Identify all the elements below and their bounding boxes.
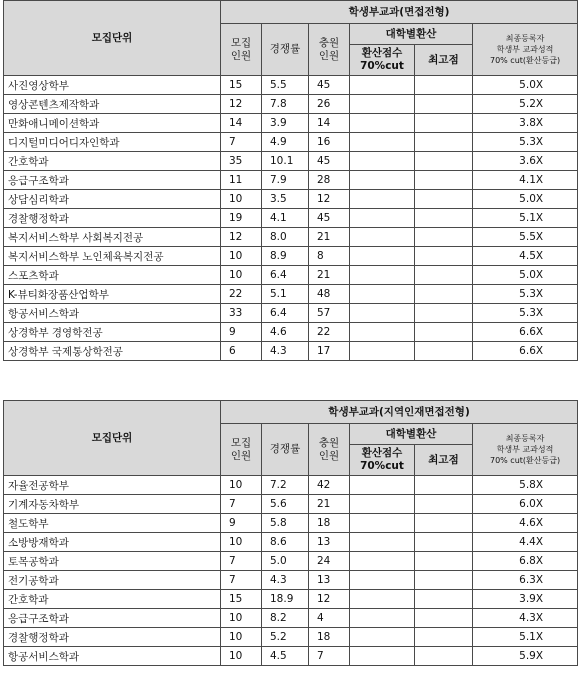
cell-score-cut [350, 495, 415, 514]
cell-filled: 8 [309, 247, 350, 266]
cell-ratio: 6.4 [262, 304, 309, 323]
cell-quota: 14 [221, 114, 262, 133]
cell-filled: 45 [309, 76, 350, 95]
cell-max-score [415, 228, 473, 247]
cell-quota: 7 [221, 495, 262, 514]
table-row [4, 552, 578, 571]
cell-max-score [415, 133, 473, 152]
cell-score-cut [350, 590, 415, 609]
cell-unit: 항공서비스학과 [4, 304, 221, 323]
cell-unit: 기계자동차학부 [4, 495, 221, 514]
cell-quota: 9 [221, 323, 262, 342]
cell-max-score [415, 476, 473, 495]
cell-score-cut [350, 152, 415, 171]
cell-max-score [415, 266, 473, 285]
cell-final-grade: 5.9X [473, 647, 578, 666]
cell-filled: 18 [309, 514, 350, 533]
cell-quota: 7 [221, 133, 262, 152]
cell-max-score [415, 609, 473, 628]
cell-max-score [415, 247, 473, 266]
cell-final-grade: 4.1X [473, 171, 578, 190]
cell-ratio: 5.5 [262, 76, 309, 95]
cell-max-score [415, 304, 473, 323]
table-row [4, 304, 578, 323]
cell-unit: 경찰행정학과 [4, 209, 221, 228]
cell-quota: 12 [221, 228, 262, 247]
cell-final-grade: 5.3X [473, 285, 578, 304]
table-row [4, 95, 578, 114]
table-row [4, 514, 578, 533]
cell-final-grade: 4.3X [473, 609, 578, 628]
cell-quota: 10 [221, 476, 262, 495]
cell-final-grade: 5.1X [473, 209, 578, 228]
cell-score-cut [350, 228, 415, 247]
cell-score-cut [350, 647, 415, 666]
admission-table-regional [3, 400, 578, 666]
cell-score-cut [350, 342, 415, 361]
cell-ratio: 4.3 [262, 342, 309, 361]
cell-filled: 45 [309, 209, 350, 228]
cell-ratio: 5.8 [262, 514, 309, 533]
cell-final-grade: 6.6X [473, 323, 578, 342]
table-row [4, 476, 578, 495]
cell-filled: 21 [309, 495, 350, 514]
cell-final-grade: 6.8X [473, 552, 578, 571]
cell-final-grade: 4.4X [473, 533, 578, 552]
table-row [4, 266, 578, 285]
cell-score-cut [350, 304, 415, 323]
cell-ratio: 6.4 [262, 266, 309, 285]
cell-filled: 48 [309, 285, 350, 304]
cell-max-score [415, 171, 473, 190]
cell-score-cut [350, 209, 415, 228]
cell-final-grade: 5.2X [473, 95, 578, 114]
cell-ratio: 8.0 [262, 228, 309, 247]
cell-score-cut [350, 171, 415, 190]
cell-score-cut [350, 114, 415, 133]
header-final-grade: 최종등록자 학생부 교과성적 70% cut(환산등급) [473, 424, 578, 476]
cell-final-grade: 5.3X [473, 304, 578, 323]
cell-score-cut [350, 266, 415, 285]
cell-max-score [415, 342, 473, 361]
cell-filled: 13 [309, 571, 350, 590]
table-row [4, 533, 578, 552]
cell-ratio: 4.1 [262, 209, 309, 228]
table-row [4, 628, 578, 647]
cell-ratio: 5.1 [262, 285, 309, 304]
admission-table-interview [3, 0, 578, 361]
cell-quota: 9 [221, 514, 262, 533]
header-score-cut: 환산점수 70%cut [350, 445, 415, 476]
cell-score-cut [350, 95, 415, 114]
cell-filled: 12 [309, 190, 350, 209]
table-row [4, 571, 578, 590]
cell-score-cut [350, 76, 415, 95]
cell-quota: 6 [221, 342, 262, 361]
cell-ratio: 18.9 [262, 590, 309, 609]
cell-unit: 사진영상학부 [4, 76, 221, 95]
cell-unit: 토목공학과 [4, 552, 221, 571]
cell-max-score [415, 323, 473, 342]
header-group-title: 학생부교과(지역인재면접전형) [221, 401, 578, 424]
cell-unit: 간호학과 [4, 590, 221, 609]
cell-ratio: 4.9 [262, 133, 309, 152]
cell-final-grade: 3.9X [473, 590, 578, 609]
cell-max-score [415, 628, 473, 647]
cell-max-score [415, 285, 473, 304]
header-filled: 충원 인원 [309, 24, 350, 76]
header-quota: 모집 인원 [221, 24, 262, 76]
cell-ratio: 8.9 [262, 247, 309, 266]
table-row [4, 76, 578, 95]
cell-unit: 스포츠학과 [4, 266, 221, 285]
table-row [4, 590, 578, 609]
cell-ratio: 5.6 [262, 495, 309, 514]
cell-unit: 상담심리학과 [4, 190, 221, 209]
cell-unit: 경찰행정학과 [4, 628, 221, 647]
cell-quota: 10 [221, 609, 262, 628]
cell-unit: 자율전공학부 [4, 476, 221, 495]
header-filled: 충원 인원 [309, 424, 350, 476]
cell-filled: 17 [309, 342, 350, 361]
cell-ratio: 3.5 [262, 190, 309, 209]
cell-unit: 상경학부 국제통상학전공 [4, 342, 221, 361]
cell-max-score [415, 552, 473, 571]
cell-filled: 22 [309, 323, 350, 342]
header-quota: 모집 인원 [221, 424, 262, 476]
cell-quota: 7 [221, 571, 262, 590]
cell-filled: 14 [309, 114, 350, 133]
cell-score-cut [350, 571, 415, 590]
cell-final-grade: 5.1X [473, 628, 578, 647]
cell-final-grade: 5.8X [473, 476, 578, 495]
cell-unit: 만화애니메이션학과 [4, 114, 221, 133]
table-row [4, 228, 578, 247]
cell-filled: 21 [309, 266, 350, 285]
cell-quota: 10 [221, 533, 262, 552]
table-row [4, 609, 578, 628]
table-row [4, 171, 578, 190]
cell-max-score [415, 571, 473, 590]
cell-quota: 10 [221, 190, 262, 209]
header-ratio: 경쟁률 [262, 24, 309, 76]
cell-unit: 디지털미디어디자인학과 [4, 133, 221, 152]
cell-ratio: 4.5 [262, 647, 309, 666]
cell-unit: 복지서비스학부 사회복지전공 [4, 228, 221, 247]
cell-quota: 22 [221, 285, 262, 304]
cell-quota: 10 [221, 628, 262, 647]
cell-score-cut [350, 247, 415, 266]
table-row [4, 247, 578, 266]
table-row [4, 190, 578, 209]
cell-score-cut [350, 533, 415, 552]
cell-unit: 복지서비스학부 노인체육복지전공 [4, 247, 221, 266]
cell-final-grade: 6.0X [473, 495, 578, 514]
cell-quota: 10 [221, 647, 262, 666]
cell-ratio: 7.8 [262, 95, 309, 114]
cell-ratio: 7.9 [262, 171, 309, 190]
cell-final-grade: 5.0X [473, 190, 578, 209]
cell-unit: 철도학부 [4, 514, 221, 533]
cell-unit: 항공서비스학과 [4, 647, 221, 666]
cell-score-cut [350, 190, 415, 209]
cell-quota: 35 [221, 152, 262, 171]
cell-unit: 영상콘텐츠제작학과 [4, 95, 221, 114]
cell-final-grade: 3.6X [473, 152, 578, 171]
cell-ratio: 5.2 [262, 628, 309, 647]
cell-final-grade: 6.6X [473, 342, 578, 361]
cell-ratio: 8.2 [262, 609, 309, 628]
cell-final-grade: 5.5X [473, 228, 578, 247]
cell-ratio: 10.1 [262, 152, 309, 171]
header-max-score: 최고점 [415, 45, 473, 76]
cell-max-score [415, 647, 473, 666]
cell-filled: 12 [309, 590, 350, 609]
cell-unit: 상경학부 경영학전공 [4, 323, 221, 342]
cell-filled: 45 [309, 152, 350, 171]
header-unit: 모집단위 [4, 401, 221, 476]
table-row [4, 342, 578, 361]
cell-ratio: 4.6 [262, 323, 309, 342]
cell-ratio: 8.6 [262, 533, 309, 552]
cell-max-score [415, 209, 473, 228]
cell-ratio: 5.0 [262, 552, 309, 571]
cell-quota: 12 [221, 95, 262, 114]
cell-filled: 57 [309, 304, 350, 323]
cell-quota: 10 [221, 247, 262, 266]
table-row [4, 114, 578, 133]
header-ratio: 경쟁률 [262, 424, 309, 476]
cell-score-cut [350, 285, 415, 304]
cell-final-grade: 5.3X [473, 133, 578, 152]
cell-final-grade: 4.6X [473, 514, 578, 533]
header-unit: 모집단위 [4, 1, 221, 76]
cell-filled: 42 [309, 476, 350, 495]
cell-max-score [415, 190, 473, 209]
cell-max-score [415, 495, 473, 514]
cell-score-cut [350, 323, 415, 342]
cell-score-cut [350, 476, 415, 495]
cell-filled: 18 [309, 628, 350, 647]
cell-ratio: 7.2 [262, 476, 309, 495]
table-row [4, 495, 578, 514]
cell-unit: K-뷰티화장품산업학부 [4, 285, 221, 304]
table-row [4, 209, 578, 228]
cell-ratio: 4.3 [262, 571, 309, 590]
cell-unit: 전기공학과 [4, 571, 221, 590]
table-row [4, 323, 578, 342]
cell-filled: 24 [309, 552, 350, 571]
cell-quota: 11 [221, 171, 262, 190]
cell-final-grade: 5.0X [473, 266, 578, 285]
cell-filled: 16 [309, 133, 350, 152]
cell-final-grade: 4.5X [473, 247, 578, 266]
cell-max-score [415, 533, 473, 552]
header-score-cut: 환산점수 70%cut [350, 45, 415, 76]
header-univ-conversion: 대학별환산 [350, 24, 473, 45]
cell-max-score [415, 95, 473, 114]
cell-unit: 응급구조학과 [4, 171, 221, 190]
cell-unit: 응급구조학과 [4, 609, 221, 628]
cell-filled: 7 [309, 647, 350, 666]
cell-score-cut [350, 514, 415, 533]
cell-quota: 15 [221, 590, 262, 609]
cell-filled: 28 [309, 171, 350, 190]
cell-max-score [415, 514, 473, 533]
header-univ-conversion: 대학별환산 [350, 424, 473, 445]
cell-filled: 26 [309, 95, 350, 114]
cell-score-cut [350, 552, 415, 571]
header-max-score: 최고점 [415, 445, 473, 476]
table-row [4, 285, 578, 304]
cell-max-score [415, 590, 473, 609]
cell-filled: 13 [309, 533, 350, 552]
cell-max-score [415, 152, 473, 171]
table-row [4, 152, 578, 171]
cell-ratio: 3.9 [262, 114, 309, 133]
cell-filled: 21 [309, 228, 350, 247]
cell-score-cut [350, 628, 415, 647]
cell-quota: 7 [221, 552, 262, 571]
cell-max-score [415, 114, 473, 133]
cell-max-score [415, 76, 473, 95]
header-final-grade: 최종등록자 학생부 교과성적 70% cut(환산등급) [473, 24, 578, 76]
table-row [4, 647, 578, 666]
cell-quota: 33 [221, 304, 262, 323]
cell-final-grade: 3.8X [473, 114, 578, 133]
cell-quota: 19 [221, 209, 262, 228]
cell-quota: 15 [221, 76, 262, 95]
cell-filled: 4 [309, 609, 350, 628]
cell-score-cut [350, 609, 415, 628]
cell-quota: 10 [221, 266, 262, 285]
cell-unit: 소방방재학과 [4, 533, 221, 552]
cell-final-grade: 5.0X [473, 76, 578, 95]
table-row [4, 133, 578, 152]
cell-final-grade: 6.3X [473, 571, 578, 590]
cell-score-cut [350, 133, 415, 152]
cell-unit: 간호학과 [4, 152, 221, 171]
header-group-title: 학생부교과(면접전형) [221, 1, 578, 24]
